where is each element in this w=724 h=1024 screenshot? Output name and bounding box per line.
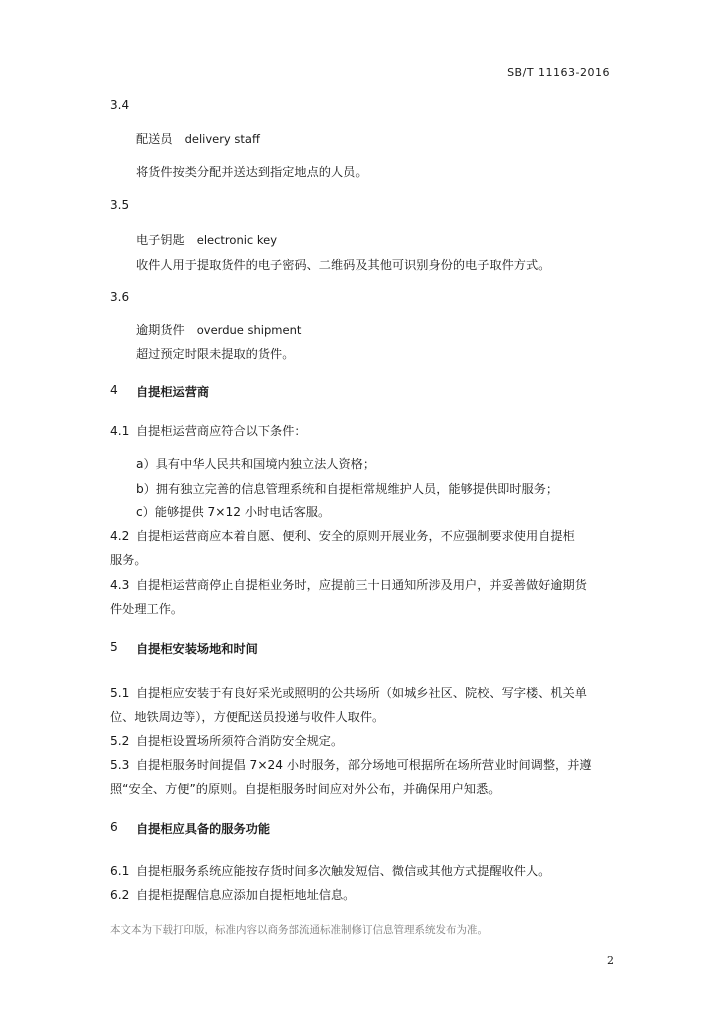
clause-text-continued: 照“安全、方便”的原则。自提柜服务时间应对外公布，并确保用户知悉。 (110, 782, 501, 796)
term-chinese: 配送员 (136, 132, 173, 146)
term-definition: 超过预定时限未提取的货件。 (136, 347, 295, 361)
list-item: b）拥有独立完善的信息管理系统和自提柜常规维护人员，能够提供即时服务； (136, 482, 559, 496)
clause-text: 自提柜服务时间提倡 7×24 小时服务，部分场地可根据所在场所营业时间调整，并遵 (136, 758, 592, 772)
clause-number: 4.2 (110, 529, 130, 543)
standard-code: SB/T 11163-2016 (507, 66, 610, 79)
clause-text: 自提柜提醒信息应添加自提柜地址信息。 (136, 888, 356, 902)
clause-text-continued: 件处理工作。 (110, 602, 184, 616)
clause-text: 自提柜运营商应本着自愿、便利、安全的原则开展业务，不应强制要求使用自提柜 (136, 529, 575, 543)
clause-text: 自提柜设置场所须符合消防安全规定。 (136, 734, 344, 748)
term-chinese: 逾期货件 (136, 323, 185, 337)
clause-5-3 (110, 756, 592, 773)
clause-number: 6.2 (110, 888, 130, 902)
clause-4-3 (110, 576, 587, 593)
list-item: a）具有中华人民共和国境内独立法人资格； (136, 457, 376, 471)
section-title: 自提柜安装场地和时间 (136, 642, 258, 656)
term-definition: 将货件按类分配并送达到指定地点的人员。 (136, 165, 368, 179)
term-english: overdue shipment (196, 323, 302, 337)
clause-number: 4.1 (110, 424, 130, 438)
term-heading (136, 130, 260, 147)
section-number: 4 (110, 383, 118, 397)
clause-5-2 (110, 732, 343, 749)
clause-text-continued: 位、地铁周边等），方便配送员投递与收件人取件。 (110, 710, 385, 724)
clause-number: 5.3 (110, 758, 130, 772)
clause-number: 3.5 (110, 198, 130, 212)
term-heading (136, 321, 301, 338)
term-definition: 收件人用于提取货件的电子密码、二维码及其他可识别身份的电子取件方式。 (136, 258, 551, 272)
term-chinese: 电子钥匙 (136, 233, 185, 247)
clause-text: 自提柜应安装于有良好采光或照明的公共场所（如城乡社区、院校、写字楼、机关单 (136, 686, 587, 700)
term-english: delivery staff (184, 132, 260, 146)
section-number: 5 (110, 640, 118, 654)
page-number: 2 (607, 954, 614, 967)
section-title: 自提柜运营商 (136, 385, 210, 399)
clause-number: 4.3 (110, 578, 130, 592)
list-item: c）能够提供 7×12 小时电话客服。 (136, 505, 331, 519)
clause-4-1 (110, 422, 307, 439)
clause-text-continued: 服务。 (110, 553, 147, 567)
clause-number: 6.1 (110, 864, 130, 878)
clause-number: 3.6 (110, 290, 130, 304)
clause-number: 5.1 (110, 686, 130, 700)
section-number: 6 (110, 820, 118, 834)
clause-text: 自提柜运营商应符合以下条件： (136, 424, 307, 438)
clause-number: 5.2 (110, 734, 130, 748)
term-english: electronic key (196, 233, 278, 247)
clause-4-2 (110, 527, 575, 544)
term-heading (136, 231, 277, 248)
download-notice: 本文本为下载打印版，标准内容以商务部流通标准制修订信息管理系统发布为准。 (110, 924, 488, 936)
section-title: 自提柜应具备的服务功能 (136, 822, 271, 836)
clause-6-1 (110, 862, 550, 879)
clause-6-2 (110, 886, 355, 903)
clause-text: 自提柜服务系统应能按存货时间多次触发短信、微信或其他方式提醒收件人。 (136, 864, 551, 878)
clause-5-1 (110, 684, 587, 701)
clause-text: 自提柜运营商停止自提柜业务时，应提前三十日通知所涉及用户，并妥善做好逾期货 (136, 578, 587, 592)
clause-number: 3.4 (110, 98, 130, 112)
